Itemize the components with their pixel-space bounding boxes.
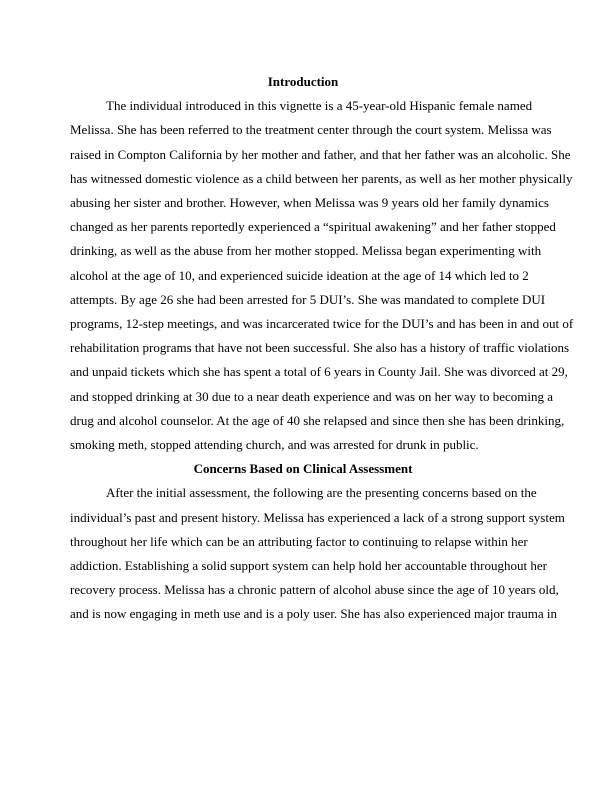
text-line: raised in Compton California by her mother and father, and that her father was an alcoholic. She	[70, 146, 571, 162]
section-concerns	[70, 457, 565, 626]
section-heading: Concerns Based on Clinical Assessment	[193, 461, 413, 477]
paragraph	[70, 94, 574, 457]
text-line: throughout her life which can be an attributing factor to continuing to relapse within her	[70, 533, 528, 549]
text-line: The individual introduced in this vignette is a 45-year-old Hispanic female named	[106, 98, 533, 114]
text-line: and stopped drinking at 30 due to a near death experience and was on her way to becoming a	[70, 388, 553, 404]
text-line: drug and alcohol counselor. At the age of 40 she relapsed and since then she has been drinking,	[70, 412, 565, 428]
text-line: abusing her sister and brother. However, when Melissa was 9 years old her family dynamics	[70, 195, 549, 211]
text-line: addiction. Establishing a solid support system can help hold her accountable throughout her	[70, 558, 547, 574]
text-line: Melissa. She has been referred to the treatment center through the court system. Melissa was	[70, 122, 552, 138]
paragraph	[70, 481, 565, 626]
text-line: has witnessed domestic violence as a child between her parents, as well as her mother physically	[70, 170, 573, 186]
text-line: changed as her parents reportedly experienced a “spiritual awakening” and her father stopped	[70, 219, 556, 235]
text-line: attempts. By age 26 she had been arrested for 5 DUI’s. She was mandated to complete DUI	[70, 291, 546, 307]
text-line: smoking meth, stopped attending church, and was arrested for drunk in public.	[70, 437, 479, 453]
text-line: and unpaid tickets which she has spent a total of 6 years in County Jail. She was divorced at 29,	[70, 364, 568, 380]
text-line: rehabilitation programs that have not been successful. She also has a history of traffic violations	[70, 340, 570, 356]
section-introduction	[70, 70, 574, 457]
text-line: drinking, as well as the abuse from her mother stopped. Melissa began experimenting with	[70, 243, 542, 259]
text-line: individual’s past and present history. Melissa has experienced a lack of a strong support system	[70, 509, 565, 525]
text-line: programs, 12-step meetings, and was incarcerated twice for the DUI’s and has been in and out of	[70, 316, 574, 332]
text-line: After the initial assessment, the following are the presenting concerns based on the	[106, 485, 537, 501]
text-line: recovery process. Melissa has a chronic pattern of alcohol abuse since the age of 10 years old,	[70, 582, 559, 598]
section-heading: Introduction	[267, 74, 339, 89]
text-line: alcohol at the age of 10, and experienced suicide ideation at the age of 14 which led to 2	[70, 267, 529, 283]
text-line: and is now engaging in meth use and is a poly user. She has also experienced major trauma in	[70, 606, 558, 622]
